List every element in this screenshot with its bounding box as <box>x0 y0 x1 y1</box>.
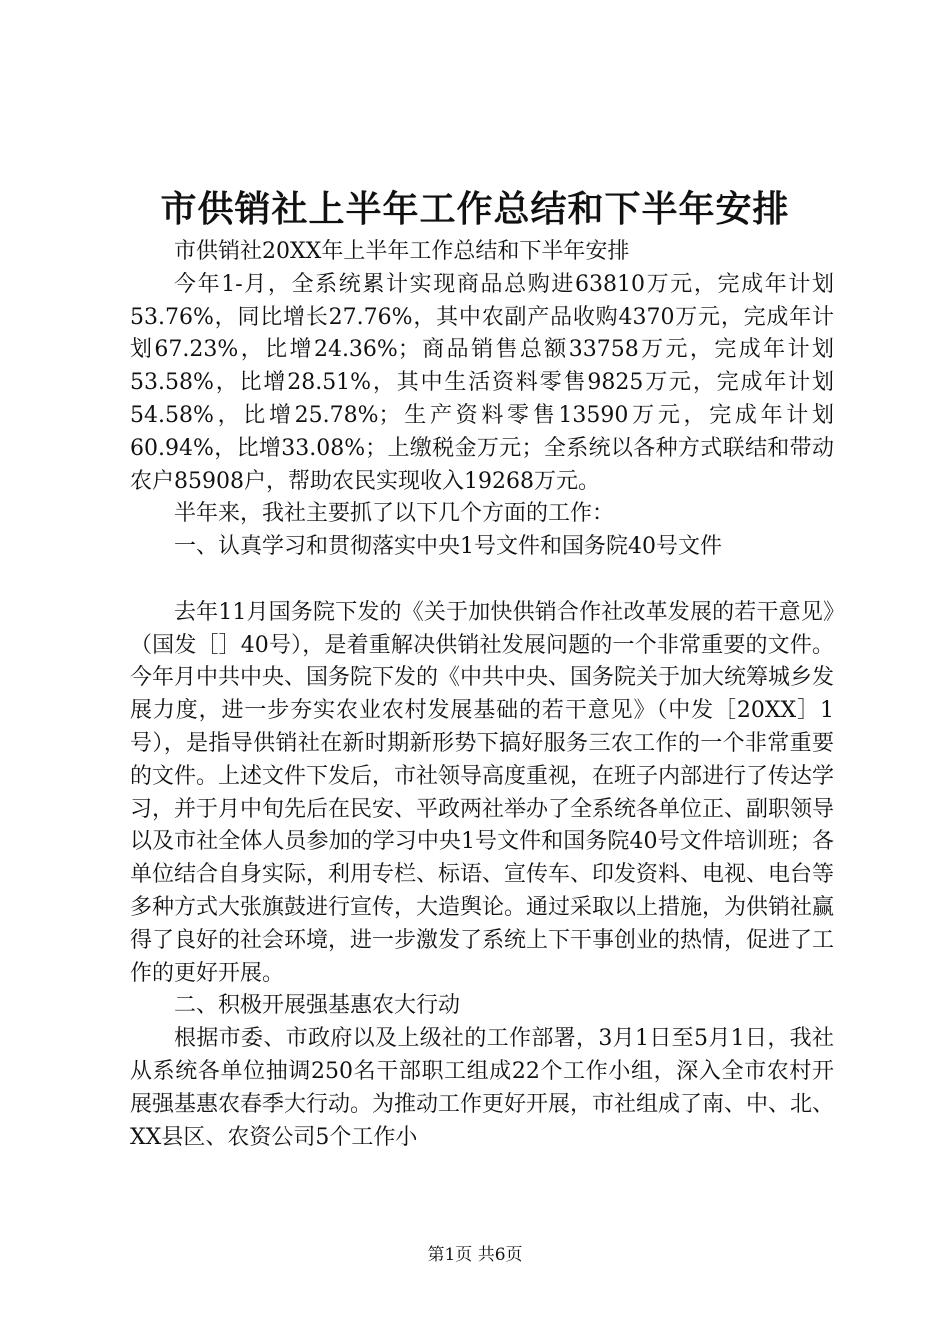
section-heading: 一、认真学习和贯彻落实中央1号文件和国务院40号文件 <box>174 534 722 560</box>
page-number-footer: 第1页 共6页 <box>427 1245 523 1265</box>
section-heading: 二、积极开展强基惠农大行动 <box>174 993 461 1019</box>
body-paragraph: 去年11月国务院下发的《关于加快供销合作社改革发展的若干意见》（国发［］40号），是着重解决供销社发展问题的一个非常重要的文件。今年月中共中央、国务院下发的《中共中央、国务院关于加大统筹城乡发展力度，进一步夯实农业农村发展基础的若干意见》（中发［20XX］1号），是指导供销社在新时期新形势下搞好服务三农工作的一个非常重要的文件。上述文件下发后，市社领导高度重视，在班子内部进行了传达学习，并于月中旬先后在民安、平政两社举办了全系统各单位正、副职领导以及市社全体人员参加的学习中央1号文件和国务院40号文件培训班；各单位结合自身实际，利用专栏、标语、宣传车、印发资料、电视、电台等多种方式大张旗鼓进行宣传，大造舆论。通过采取以上措施，为供销社赢得了良好的社会环境，进一步激发了系统上下干事创业的热情，促进了工作的更好开展。 <box>130 599 835 986</box>
subtitle-paragraph: 市供销社20XX年上半年工作总结和下半年安排 <box>174 239 630 264</box>
body-paragraph: 今年1-月，全系统累计实现商品总购进63810万元，完成年计划53.76%，同比增长27.76%，其中农副产品收购4370万元，完成年计划67.23%，比增24.36%；商品销售总额33758万元，完成年计划53.58%，比增28.51%，其中生活资料零售9825万元，完成年计划54.58%，比增25.78%；生产资料零售13590万元，完成年计划60.94%，比增33.08%；上缴税金万元；全系统以各种方式联结和带动农户85908户，帮助农民实现收入19268万元。 <box>130 271 834 494</box>
body-paragraph: 根据市委、市政府以及上级社的工作部署，3月1日至5月1日，我社从系统各单位抽调250名干部职工组成22个工作小组，深入全市农村开展强基惠农春季大行动。为推动工作更好开展，市社组成了南、中、北、XX县区、农资公司5个工作小 <box>130 1026 835 1150</box>
body-paragraph: 半年来，我社主要抓了以下几个方面的工作： <box>174 501 615 527</box>
document-title: 市供销社上半年工作总结和下半年安排 <box>160 188 790 230</box>
document-body <box>130 236 834 1154</box>
blank-line <box>130 564 834 597</box>
